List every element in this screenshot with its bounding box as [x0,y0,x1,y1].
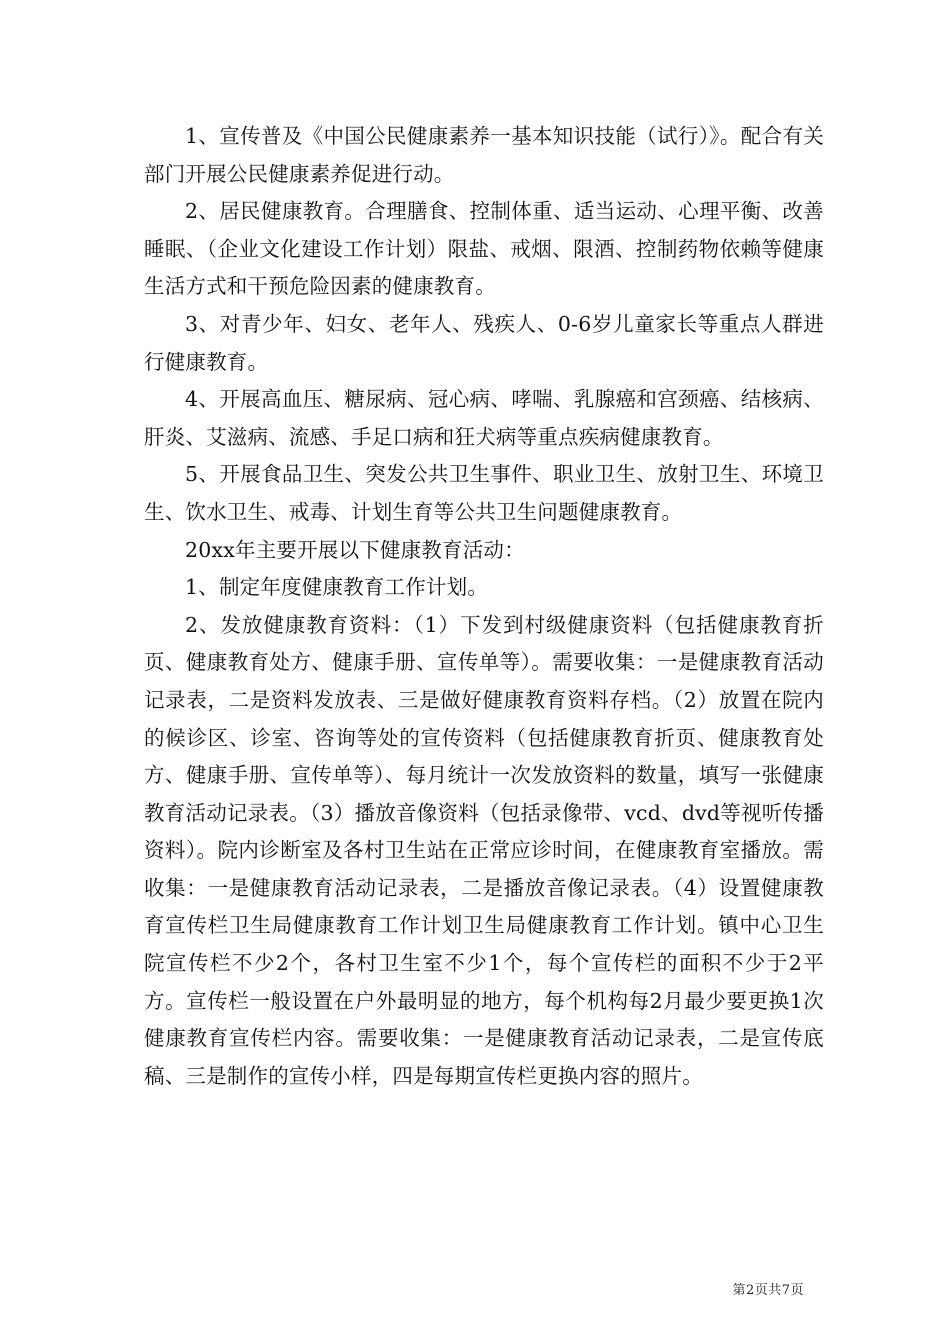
paragraph-item-4: 4、开展高血压、糖尿病、冠心病、哮喘、乳腺癌和宫颈癌、结核病、肝炎、艾滋病、流感、手足口病和狂犬病等重点疾病健康教育。 [144,387,824,449]
activity-item-1: 1、制定年度健康教育工作计划。 [185,575,489,600]
document-body [144,118,824,1095]
paragraph-item-5: 5、开展食品卫生、突发公共卫生事件、职业卫生、放射卫生、环境卫生、饮水卫生、戒毒、计划生育等公共卫生问题健康教育。 [144,462,824,524]
activity-item-2: 2、发放健康教育资料：（1）下发到村级健康资料（包括健康教育折页、健康教育处方、健康手册、宣传单等）。需要收集：一是健康教育活动记录表，二是资料发放表、三是做好健康教育资料存档。（2）放置在院内的候诊区、诊室、咨询等处的宣传资料（包括健康教育折页、健康教育处方、健康手册、宣传单等）、每月统计一次发放资料的数量，填写一张健康教育活动记录表。（3）播放音像资料（包括录像带、vcd、dvd等视听传播资料）。院内诊断室及各村卫生站在正常应诊时间，在健康教育室播放。需收集：一是健康教育活动记录表，二是播放音像记录表。（4）设置健康教育宣传栏卫生局健康教育工作计划卫生局健康教育工作计划。镇中心卫生院宣传栏不少2个，各村卫生室不少1个，每个宣传栏的面积不少于2平方。宣传栏一般设置在户外最明显的地方，每个机构每2月最少要更换1次健康教育宣传栏内容。需要收集：一是健康教育活动记录表，二是宣传底稿、三是制作的宣传小样，四是每期宣传栏更换内容的照片。 [144,612,824,1088]
page-number: 第2页共7页 [732,1283,804,1298]
paragraph-item-3: 3、对青少年、妇女、老年人、残疾人、0-6岁儿童家长等重点人群进行健康教育。 [144,311,824,374]
paragraph-item-1: 1、宣传普及《中国公民健康素养一基本知识技能（试行）》。配合有关部门开展公民健康素养促进行动。 [144,124,824,186]
paragraph-item-2: 2、居民健康教育。合理膳食、控制体重、适当运动、心理平衡、改善睡眠、（企业文化建设工作计划）限盐、戒烟、限酒、控制药物依赖等健康生活方式和干预危险因素的健康教育。 [144,199,824,299]
activities-heading: 20xx年主要开展以下健康教育活动： [185,537,525,562]
